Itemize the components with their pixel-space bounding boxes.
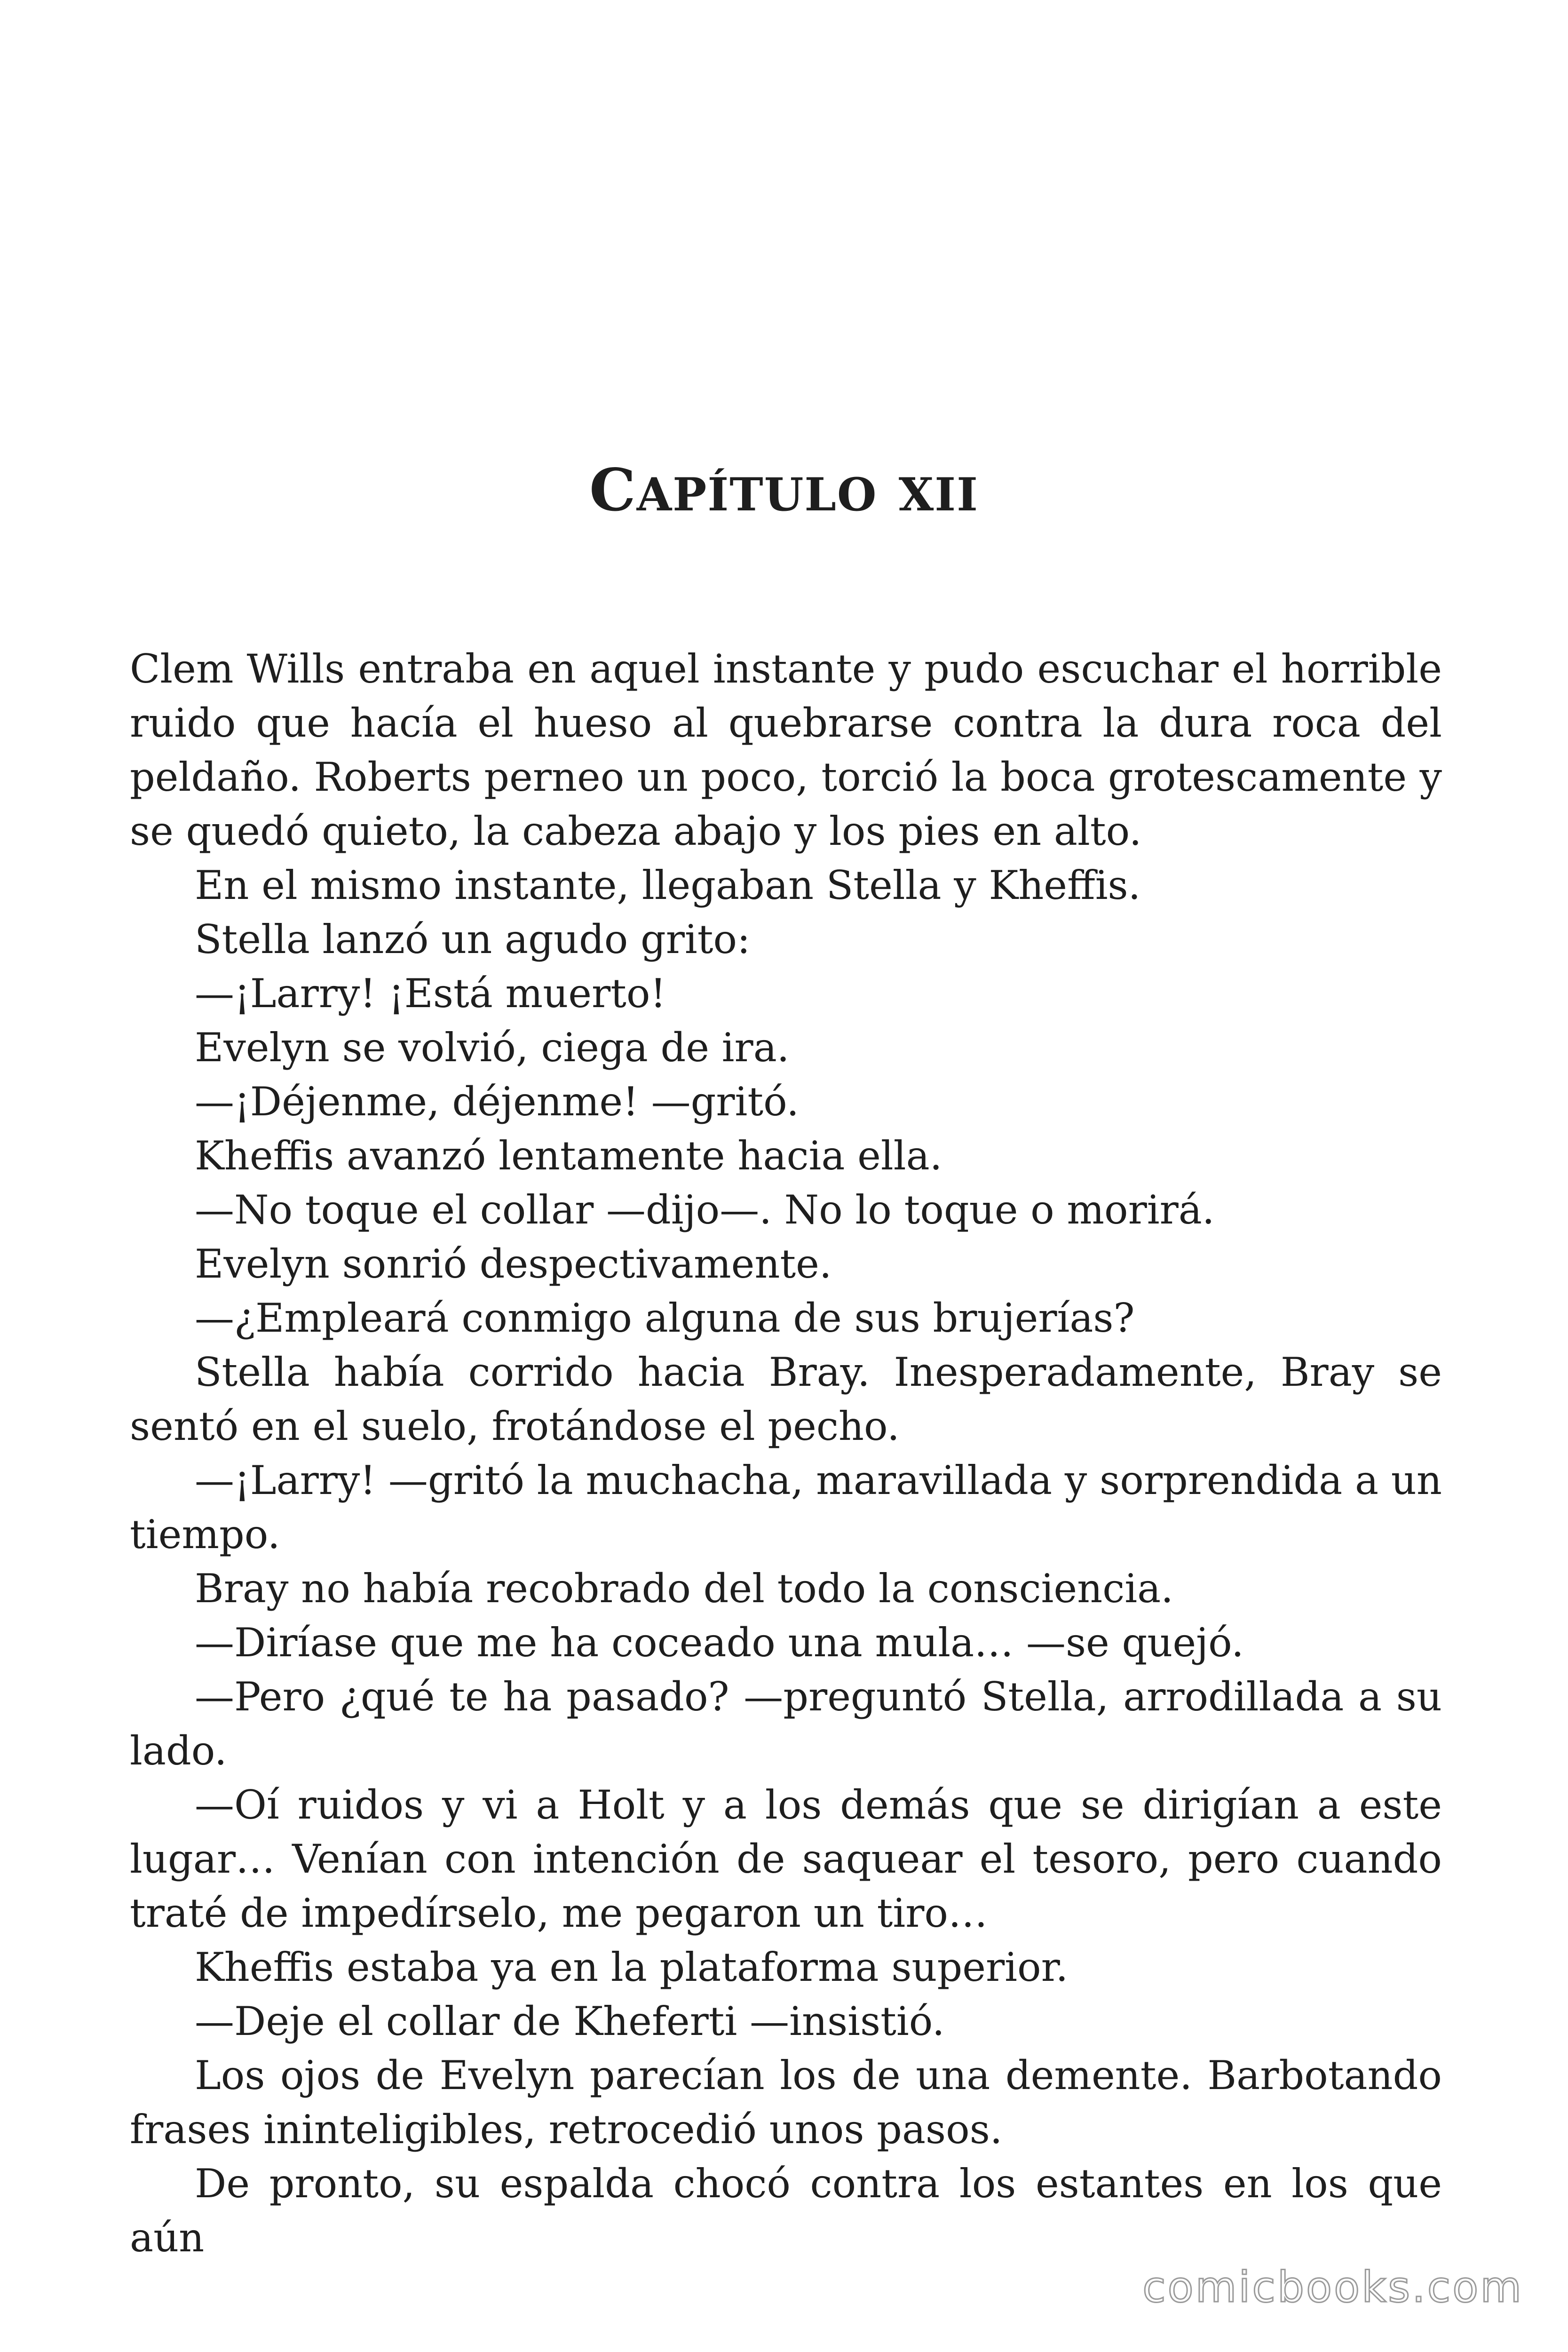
paragraph: Stella lanzó un agudo grito: [195, 916, 751, 962]
paragraph: —Oí ruidos y vi a Holt y a los demás que se dirigían a este lugar… Venían con intención de saquear el tesoro, pero cuando traté de impedírselo, me pegaron un tiro… [130, 1782, 1442, 1936]
paragraph: Kheffis estaba ya en la plataforma superior. [195, 1944, 1069, 1990]
paragraph: Evelyn se volvió, ciega de ira. [195, 1025, 790, 1071]
watermark: comicbooks.com [1142, 2263, 1523, 2312]
chapter-body [130, 642, 1442, 2265]
chapter-title [0, 456, 1568, 524]
paragraph: —¡Larry! —gritó la muchacha, maravillada y sorprendida a un tiempo. [130, 1457, 1442, 1557]
paragraph: —Deje el collar de Kheferti —insistió. [195, 1998, 945, 2044]
paragraph: —¡Larry! ¡Está muerto! [195, 970, 666, 1017]
paragraph: —¡Déjenme, déjenme! —gritó. [195, 1079, 799, 1125]
paragraph: Evelyn sonrió despectivamente. [195, 1241, 832, 1287]
paragraph: —No toque el collar —dijo—. No lo toque o morirá. [195, 1187, 1215, 1233]
chapter-title-initial: C [589, 456, 637, 524]
paragraph: Stella había corrido hacia Bray. Inesperadamente, Bray se sentó en el suelo, frotándose el pecho. [130, 1349, 1442, 1449]
paragraph: Kheffis avanzó lentamente hacia ella. [195, 1133, 942, 1179]
paragraph: —Diríase que me ha coceado una mula… —se quejó. [195, 1620, 1244, 1666]
paragraph: Clem Wills entraba en aquel instante y pudo escuchar el horrible ruido que hacía el hueso al quebrarse contra la dura roca del peldaño. Roberts perneo un poco, torció la boca grotescamente y se quedó quieto, la cabeza abajo y los pies en alto. [130, 646, 1442, 854]
paragraph: —¿Empleará conmigo alguna de sus brujerías? [195, 1295, 1135, 1341]
paragraph: —Pero ¿qué te ha pasado? —preguntó Stella, arrodillada a su lado. [130, 1674, 1442, 1774]
chapter-number: XII [898, 468, 979, 521]
chapter-title-rest: APÍTULO [636, 468, 878, 521]
paragraph: Los ojos de Evelyn parecían los de una demente. Barbotando frases ininteligibles, retrocedió unos pasos. [130, 2052, 1442, 2153]
paragraph: De pronto, su espalda chocó contra los estantes en los que aún [130, 2161, 1442, 2261]
paragraph: En el mismo instante, llegaban Stella y Kheffis. [195, 862, 1141, 908]
paragraph: Bray no había recobrado del todo la consciencia. [195, 1565, 1173, 1612]
